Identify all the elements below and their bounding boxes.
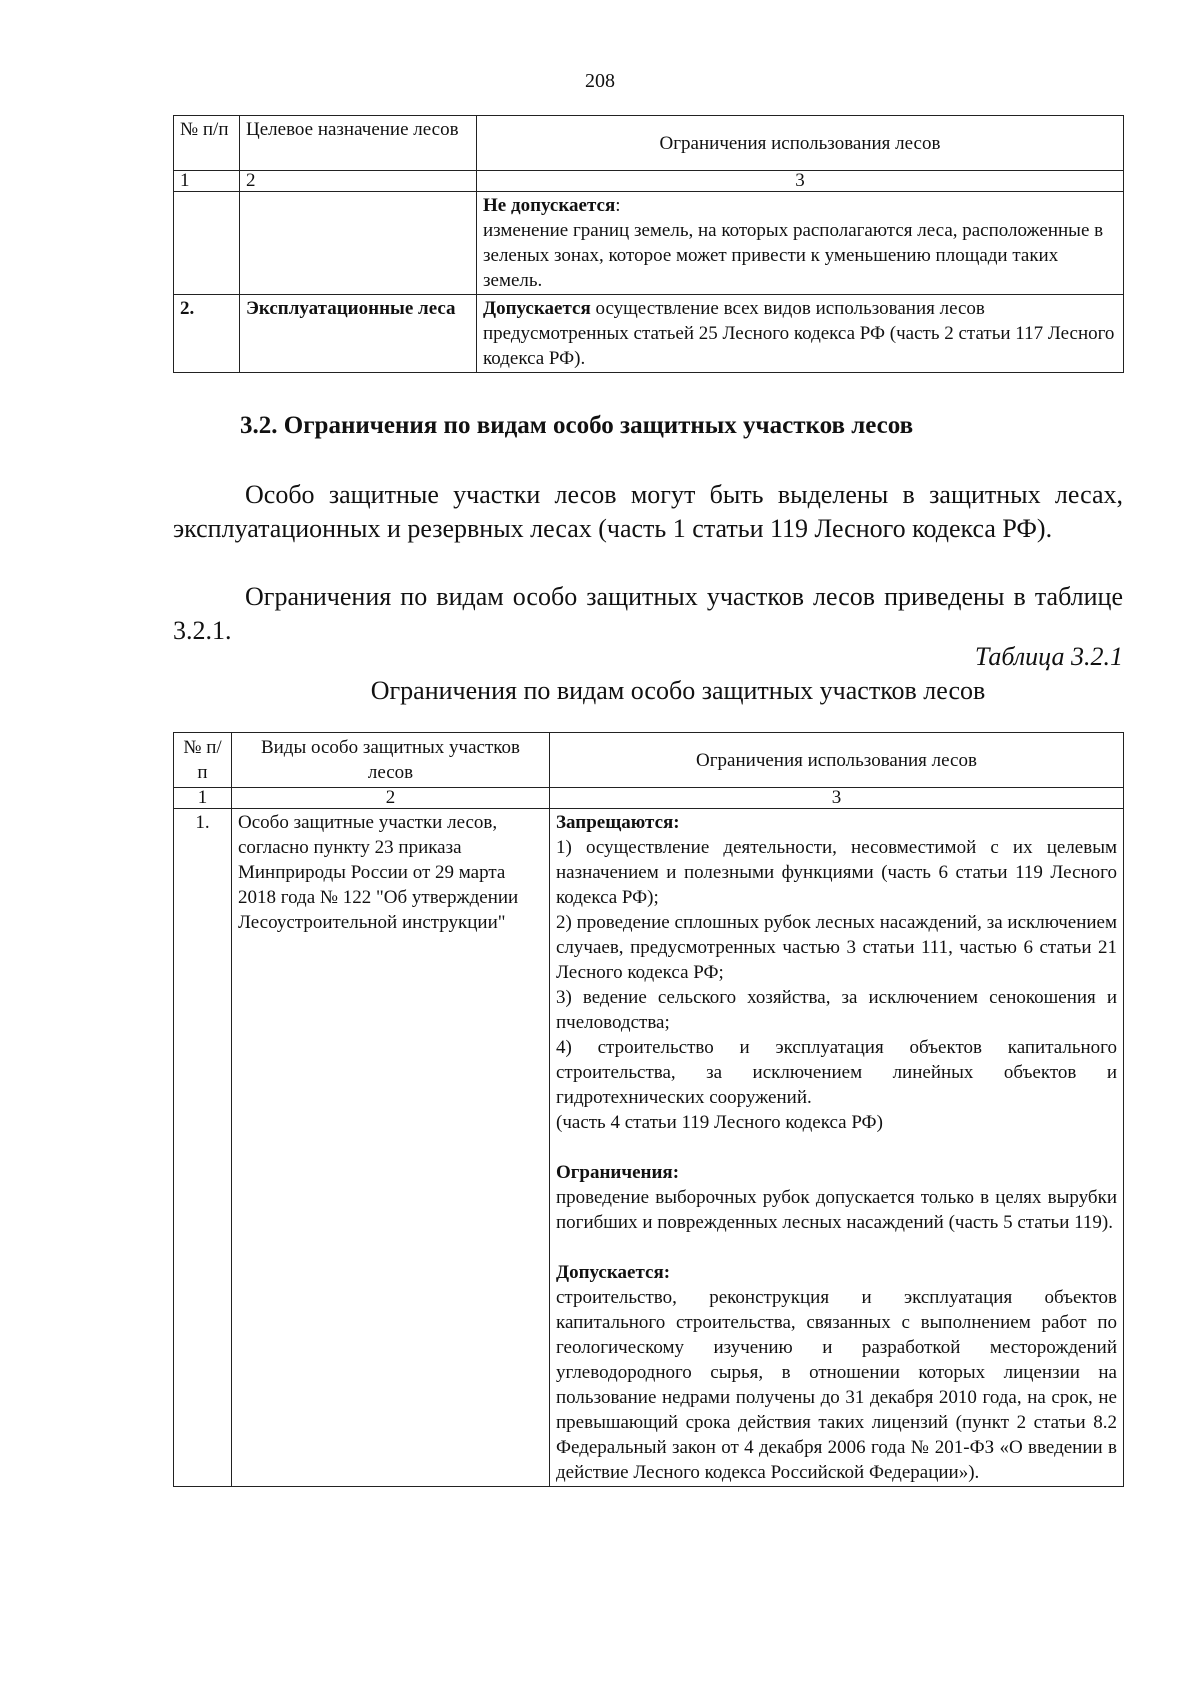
- row-restrictions: [477, 192, 1124, 295]
- protected-areas-table: [173, 732, 1124, 1487]
- limits-label: Ограничения:: [556, 1162, 680, 1183]
- table-title: Ограничения по видам особо защитных участков лесов: [370, 676, 986, 705]
- header-restrictions: Ограничения использования лесов: [477, 116, 1124, 171]
- paragraph-intro-text: Особо защитные участки лесов могут быть выделены в защитных лесах, эксплуатационных и резервных лесах (часть 1 статьи 119 Лесного кодекса РФ).: [173, 480, 1123, 543]
- row-restrictions: [550, 809, 1124, 1487]
- column-number: 3: [477, 171, 1124, 192]
- column-number-row: [174, 788, 1124, 809]
- not-allowed-text: изменение границ земель, на которых располагаются леса, расположенные в зеленых зонах, которое может привести к уменьшению площади таких земель.: [483, 220, 1104, 291]
- row-area-type: Особо защитные участки лесов, согласно пункту 23 приказа Минприроды России от 29 марта 2018 года № 122 "Об утверждении Лесоустроительной инструкции": [232, 809, 550, 1487]
- allowed-text: строительство, реконструкция и эксплуатация объектов капитального строительства, связанных с выполнением работ по геологическому изучению и разработкой месторождений углеводородного сырья, в отношении которых лицензии на пользование недрами получены до 31 декабря 2010 года, на срок, не превышающий срока действия таких лицензий (пункт 2 статьи 8.2 Федеральный закон от 4 декабря 2006 года № 201-ФЗ «О введении в действие Лесного кодекса Российской Федерации»).: [556, 1287, 1117, 1483]
- column-number: 2: [232, 788, 550, 809]
- table-header-row: [174, 116, 1124, 171]
- prohibited-item: 4) строительство и эксплуатация объектов капитального строительства, за исключением линейных объектов и гидротехнических сооружений.: [556, 1037, 1117, 1108]
- allowed-label: Допускается: [483, 298, 591, 319]
- page-number: 208: [585, 70, 615, 92]
- column-number: 1: [174, 788, 232, 809]
- table-row: [174, 295, 1124, 373]
- row-purpose: [240, 192, 477, 295]
- column-number: 2: [240, 171, 477, 192]
- row-number: [174, 192, 240, 295]
- prohibited-item: 2) проведение сплошных рубок лесных насаждений, за исключением случаев, предусмотренных частью 3 статьи 111, частью 6 статьи 21 Лесного кодекса РФ;: [556, 912, 1117, 983]
- label-colon: :: [615, 195, 621, 216]
- table-row: [174, 809, 1124, 1487]
- row-number: 2.: [174, 295, 240, 373]
- header-area-types: Виды особо защитных участков лесов: [232, 733, 550, 788]
- forest-purpose-table: [173, 115, 1124, 373]
- prohibited-item: 1) осуществление деятельности, несовместимой с их целевым назначением и полезными функциями (часть 6 статьи 119 Лесного кодекса РФ);: [556, 837, 1117, 908]
- paragraph-table-ref: [173, 580, 1123, 648]
- allowed-label: Допускается:: [556, 1262, 671, 1283]
- prohibited-reference: (часть 4 статьи 119 Лесного кодекса РФ): [556, 1112, 883, 1133]
- not-allowed-label: Не допускается: [483, 195, 616, 216]
- table-header-row: [174, 733, 1124, 788]
- section-heading: 3.2. Ограничения по видам особо защитных участков лесов: [240, 412, 914, 439]
- row-purpose: Эксплуатационные леса: [240, 295, 477, 373]
- paragraph-table-ref-text: Ограничения по видам особо защитных участков лесов приведены в таблице 3.2.1.: [173, 582, 1123, 645]
- header-restrictions: Ограничения использования лесов: [550, 733, 1124, 788]
- prohibited-item: 3) ведение сельского хозяйства, за исключением сенокошения и пчеловодства;: [556, 987, 1117, 1033]
- row-number: 1.: [174, 809, 232, 1487]
- column-number-row: [174, 171, 1124, 192]
- table-reference-label: Таблица 3.2.1: [974, 642, 1123, 671]
- limits-text: проведение выборочных рубок допускается только в целях вырубки погибших и поврежденных лесных насаждений (часть 5 статьи 119).: [556, 1187, 1117, 1233]
- prohibited-label: Запрещаются:: [556, 812, 680, 833]
- header-purpose: Целевое назначение лесов: [240, 116, 477, 171]
- column-number: 3: [550, 788, 1124, 809]
- header-number: № п/п: [174, 116, 240, 171]
- header-number: № п/п: [174, 733, 232, 788]
- table-row: [174, 192, 1124, 295]
- allowed-text: осуществление всех видов использования лесов предусмотренных статьей 25 Лесного кодекса РФ (часть 2 статьи 117 Лесного кодекса РФ).: [483, 298, 1115, 369]
- row-restrictions: [477, 295, 1124, 373]
- paragraph-intro: [173, 478, 1123, 546]
- column-number: 1: [174, 171, 240, 192]
